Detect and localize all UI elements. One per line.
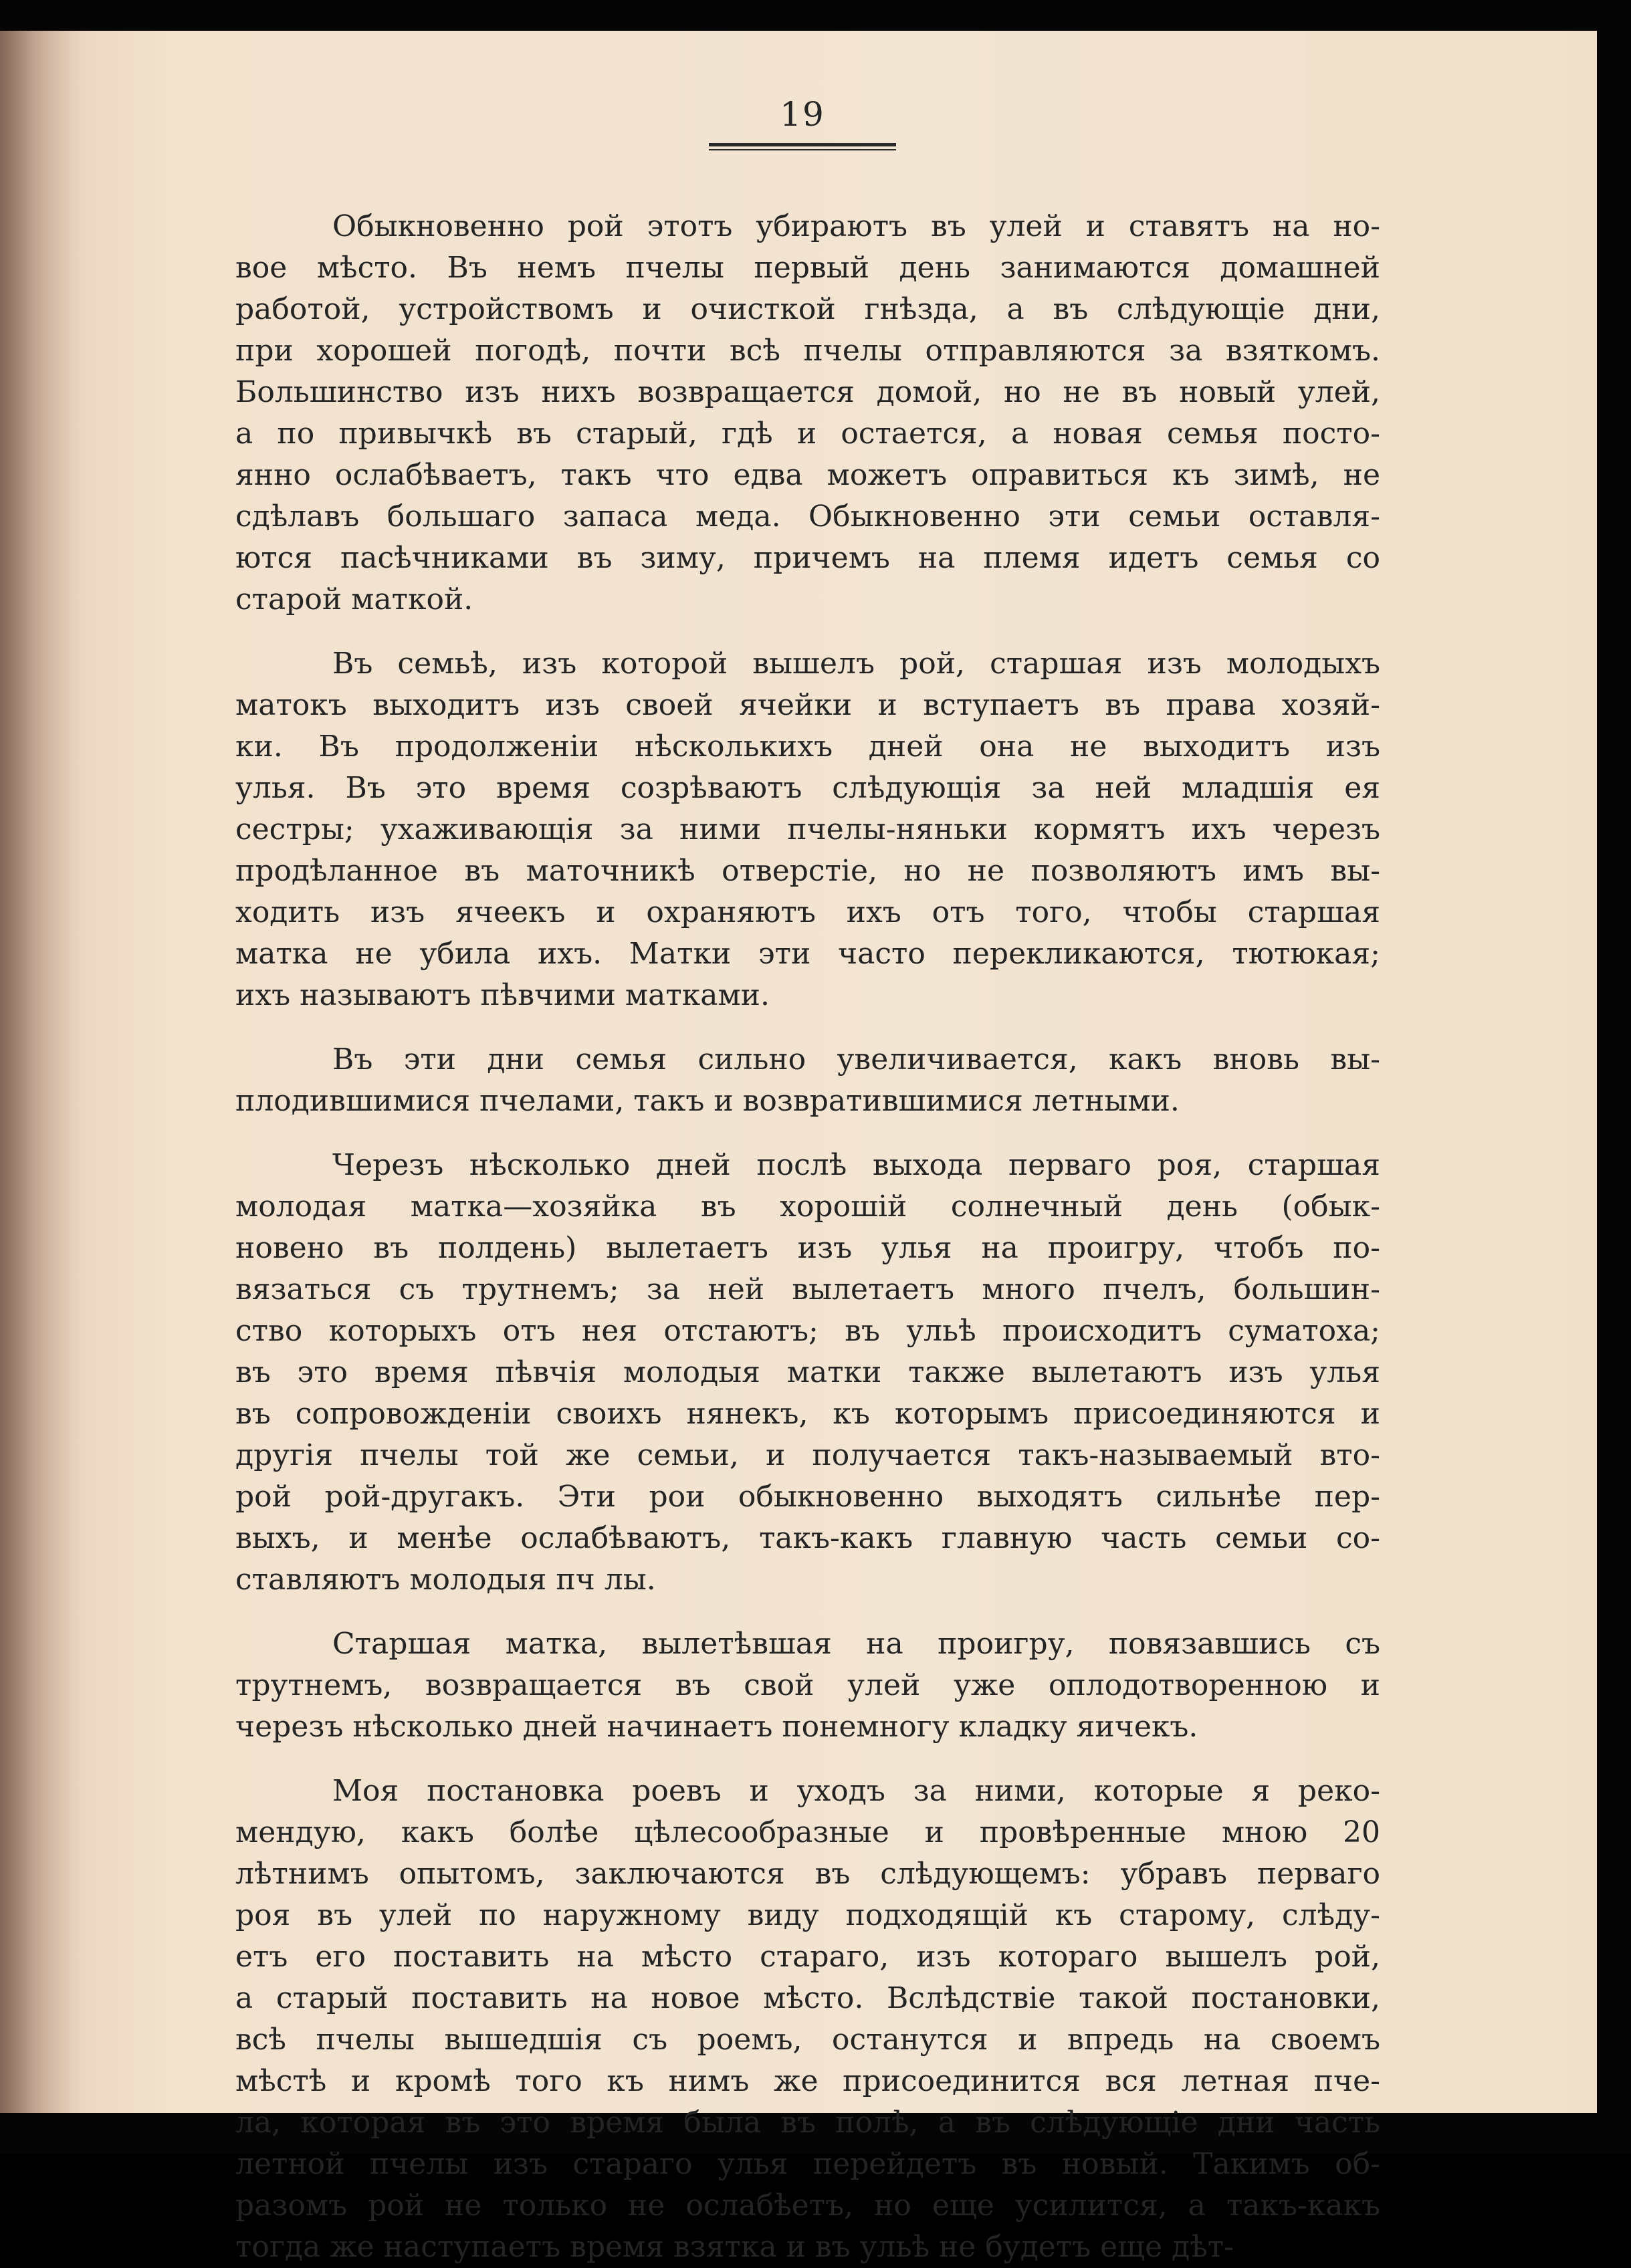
text-line: лѣтнимъ опытомъ, заключаются въ слѣдующемъ: убравъ перваго	[235, 1857, 1380, 1891]
paragraph	[235, 1771, 1380, 2268]
text-line: тогда же наступаетъ время взятка и въ ульѣ не будетъ еще дѣт-	[235, 2230, 1234, 2264]
text-line: при хорошей погодѣ, почти всѣ пчелы отправляются за взяткомъ.	[235, 334, 1380, 368]
text-line: ство которыхъ отъ нея отстаютъ; въ ульѣ происходитъ суматоха;	[235, 1314, 1380, 1348]
text-line: матка не убила ихъ. Матки эти часто перекликаются, тютюкая;	[235, 937, 1380, 971]
text-line: разомъ рой не только не ослабѣетъ, но еще усилится, а такъ-какъ	[235, 2188, 1380, 2223]
text-line: янно ослабѣваетъ, такъ что едва можетъ оправиться къ зимѣ, не	[235, 458, 1380, 492]
paragraph-gap	[235, 1122, 1380, 1145]
text-line: матокъ выходитъ изъ своей ячейки и вступаетъ въ права хозяй-	[235, 688, 1380, 722]
text-line: а старый поставить на новое мѣсто. Вслѣдствіе такой постановки,	[235, 1981, 1380, 2015]
text-line: всѣ пчелы вышедшія съ роемъ, останутся и впредь на своемъ	[235, 2023, 1380, 2057]
book-page	[0, 31, 1597, 2264]
page-number: 19	[780, 95, 825, 134]
text-line: въ сопровожденіи своихъ нянекъ, къ которымъ присоединяются и	[235, 1397, 1380, 1431]
text-line: молодая матка—хозяйка въ хорошій солнечный день (обык-	[235, 1189, 1380, 1224]
text-line: летной пчелы изъ стараго улья перейдетъ въ новый. Такимъ об-	[235, 2147, 1380, 2181]
text-line: ла, которая въ это время была въ полѣ, а въ слѣдующіе дни часть	[235, 2106, 1380, 2140]
paragraph	[235, 1145, 1380, 1601]
paragraph	[235, 1039, 1380, 1122]
text-line: ки. Въ продолженіи нѣсколькихъ дней она не выходитъ изъ	[235, 729, 1380, 764]
text-line: етъ его поставить на мѣсто стараго, изъ котораго вышелъ рой,	[235, 1940, 1380, 1974]
paragraph-gap	[235, 1748, 1380, 1771]
body-text	[235, 206, 1380, 2268]
book-gutter-shadow	[0, 31, 74, 2113]
text-line: вое мѣсто. Въ немъ пчелы первый день занимаются домашней	[235, 251, 1380, 285]
text-line: Въ семьѣ, изъ которой вышелъ рой, старшая изъ молодыхъ	[332, 647, 1380, 681]
paragraph-gap	[235, 1016, 1380, 1039]
text-line: старой маткой.	[235, 582, 473, 616]
text-line: черезъ нѣсколько дней начинаетъ понемногу кладку яичекъ.	[235, 1710, 1198, 1744]
text-line: улья. Въ это время созрѣваютъ слѣдующія за ней младшія ея	[235, 771, 1380, 805]
text-line: выхъ, и менѣе ослабѣваютъ, такъ-какъ главную часть семьи со-	[235, 1521, 1380, 1555]
text-line: Старшая матка, вылетѣвшая на проигру, повязавшись съ	[332, 1627, 1380, 1661]
text-line: ются пасѣчниками въ зиму, причемъ на племя идетъ семья со	[235, 541, 1380, 575]
page-header	[705, 95, 899, 150]
paragraph	[235, 643, 1380, 1016]
text-line: роя въ улей по наружному виду подходящій къ старому, слѣду-	[235, 1898, 1380, 1932]
paragraph-gap	[235, 620, 1380, 643]
text-line: новено въ полдень) вылетаетъ изъ улья на проигру, чтобъ по-	[235, 1231, 1380, 1265]
text-line: ставляютъ молодыя пч лы.	[235, 1563, 656, 1597]
text-line: Обыкновенно рой этотъ убираютъ въ улей и ставятъ на но-	[332, 209, 1380, 243]
text-line: продѣланное въ маточникѣ отверстіе, но не позволяютъ имъ вы-	[235, 854, 1380, 888]
text-line: плодившимися пчелами, такъ и возвратившимися летными.	[235, 1084, 1180, 1118]
text-line: а по привычкѣ въ старый, гдѣ и остается, а новая семья посто-	[235, 417, 1380, 451]
text-line: ихъ называютъ пѣвчими матками.	[235, 978, 770, 1012]
text-line: работой, устройствомъ и очисткой гнѣзда, а въ слѣдующіе дни,	[235, 292, 1380, 326]
text-line: мендую, какъ болѣе цѣлесообразные и провѣренные мною 20	[235, 1815, 1380, 1849]
text-line: вязаться съ трутнемъ; за ней вылетаетъ много пчелъ, большин-	[235, 1272, 1380, 1307]
text-line: Моя постановка роевъ и уходъ за ними, которые я реко-	[332, 1774, 1380, 1808]
text-line: сестры; ухаживающія за ними пчелы-няньки кормятъ ихъ черезъ	[235, 812, 1380, 846]
text-line: Черезъ нѣсколько дней послѣ выхода перваго роя, старшая	[332, 1148, 1380, 1182]
text-line: трутнемъ, возвращается въ свой улей уже оплодотворенною и	[235, 1668, 1380, 1702]
text-line: мѣстѣ и кромѣ того къ нимъ же присоединится вся летная пче-	[235, 2064, 1380, 2098]
header-rule	[709, 143, 896, 150]
text-line: Большинство изъ нихъ возвращается домой, но не въ новый улей,	[235, 375, 1380, 409]
paragraph	[235, 206, 1380, 620]
paragraph	[235, 1623, 1380, 1748]
text-line: въ это время пѣвчія молодыя матки также вылетаютъ изъ улья	[235, 1355, 1380, 1389]
text-line: сдѣлавъ большаго запаса меда. Обыкновенно эти семьи оставля-	[235, 499, 1380, 534]
text-line: рой рой-другакъ. Эти рои обыкновенно выходятъ сильнѣе пер-	[235, 1480, 1380, 1514]
text-line: Въ эти дни семья сильно увеличивается, какъ вновь вы-	[332, 1042, 1380, 1076]
paragraph-gap	[235, 1601, 1380, 1623]
text-line: ходить изъ ячеекъ и охраняютъ ихъ отъ того, чтобы старшая	[235, 895, 1380, 929]
text-line: другія пчелы той же семьи, и получается такъ-называемый вто-	[235, 1438, 1380, 1472]
